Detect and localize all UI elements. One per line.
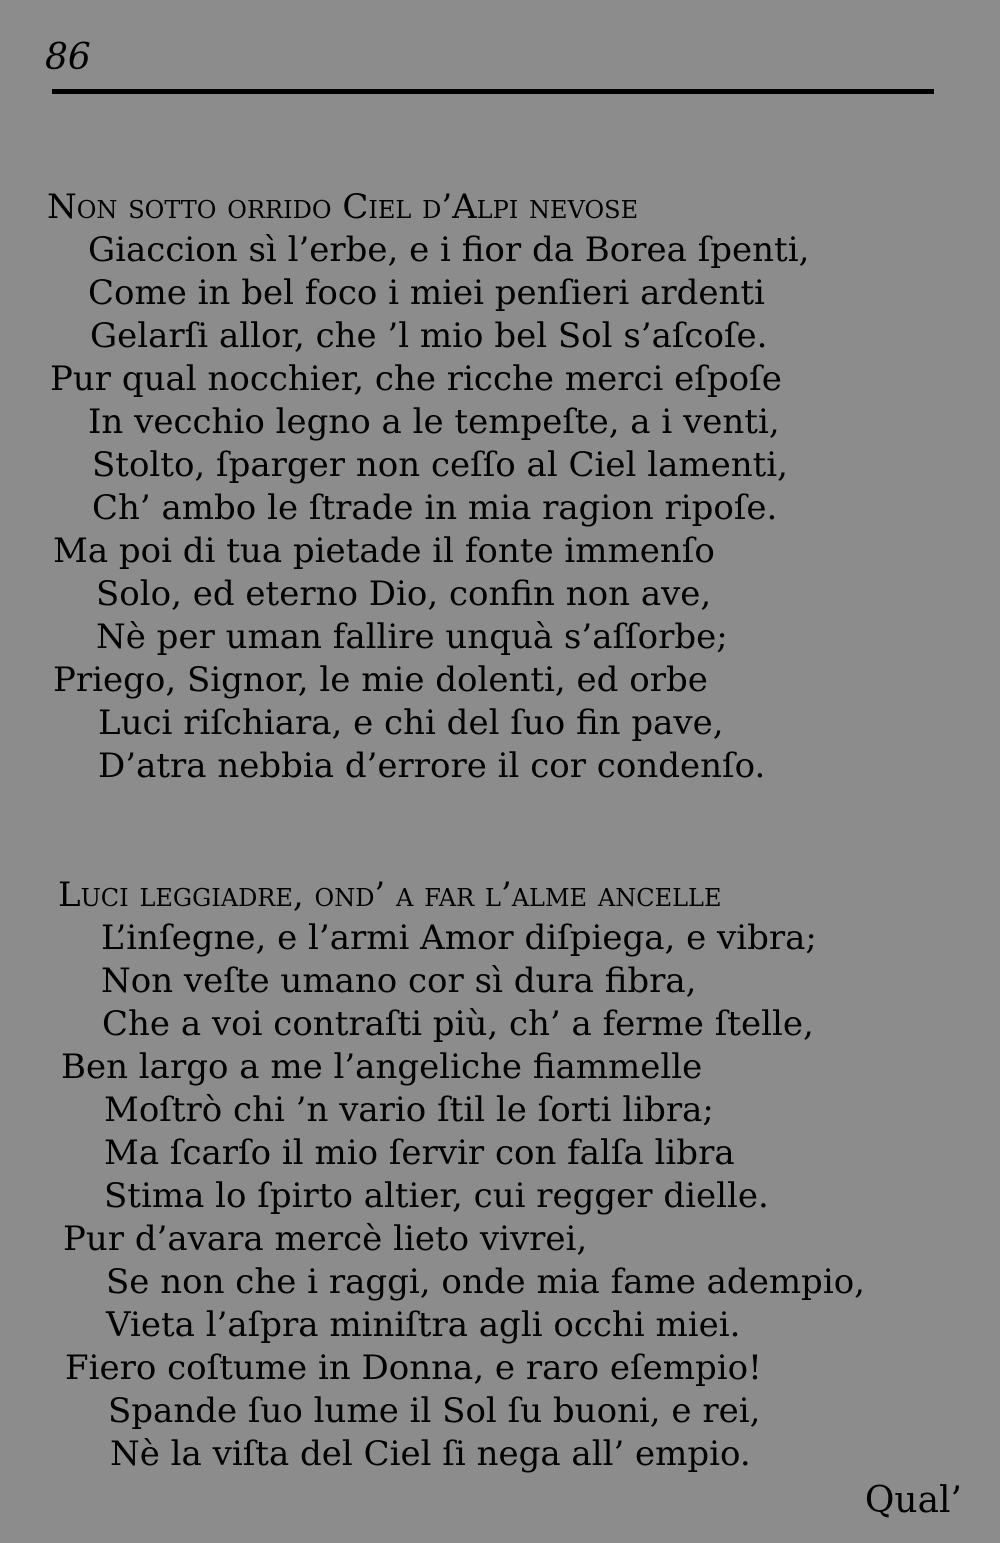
verse-line-text: Ma poi di tua pietade il fonte immenſo [53,531,715,571]
verse-line [53,659,708,702]
verse-line-text: Priego, Signor, le mie dolenti, ed orbe [53,660,708,700]
verse-line [88,229,809,272]
verse-line [63,1218,587,1261]
verse-line [110,1433,751,1476]
verse-line [58,874,722,917]
verse-line [102,1003,814,1046]
verse-line [104,1089,714,1132]
verse-line-text: Moſtrò chi ’n vario ſtil le ſorti libra; [104,1090,714,1130]
verse-line [53,530,715,573]
verse-line-text: Giaccion sì l’erbe, e i fior da Borea ſpenti, [88,230,810,270]
catchword: Qual’ [864,1480,962,1521]
verse-line [65,1347,762,1390]
verse-line-text: Ch’ ambo le ſtrade in mia ragion ripoſe. [92,488,778,528]
verse-line-text: Spande ſuo lume il Sol ſu buoni, e rei, [108,1391,761,1431]
verse-line-text: Stima lo ſpirto altier, cui regger dielle. [104,1176,769,1216]
verse-line-text: Ben largo a me l’angeliche fiammelle [61,1047,703,1087]
verse-line-text: Come in bel foco i miei penſieri ardenti [88,273,765,313]
verse-line-text: Nè per uman fallire unquà s’aſſorbe; [96,617,728,657]
verse-line [104,1175,769,1218]
verse-line-text: Se non che i raggi, onde mia fame adempio, [106,1262,865,1302]
verse-line [108,1390,760,1433]
verse-line-text: Vieta l’aſpra miniſtra agli occhi miei. [106,1305,741,1345]
verse-line-text: Ma ſcarſo il mio ſervir con falſa libra [104,1133,735,1173]
verse-line-text: Stolto, ſparger non ceſſo al Ciel lamenti, [92,445,788,485]
verse-line-text: Luci riſchiara, e chi del ſuo fin pave, [98,703,724,743]
verse-line [106,1261,865,1304]
verse-line-text: Fiero coſtume in Donna, e raro eſempio! [65,1348,762,1388]
verse-line-text: Pur qual nocchier, che ricche merci eſpoſe [50,359,782,399]
verse-line [98,745,765,788]
verse-line [106,1304,740,1347]
verse-line [101,917,817,960]
verse-line-text: Non veſte umano cor sì dura fibra, [101,961,697,1001]
verse-line [96,616,728,659]
verse-line-text: In vecchio legno a le tempeſte, a i venti, [88,402,780,442]
verse-line [61,1046,702,1089]
verse-line-text: Luci leggiadre, ond’ a far l’alme ancelle [58,875,722,915]
verse-line-text: Pur d’avara mercè lieto vivrei, [63,1219,588,1259]
verse-line-text: Non ſotto orrido Ciel d’Alpi nevoſe [47,187,639,227]
verse-line-text: Che a voi contraſti più, ch’ a ferme ſtelle, [102,1004,814,1044]
header-rule [52,89,934,94]
verse-line-text: Nè la viſta del Ciel ſi nega all’ empio. [110,1434,751,1474]
verse-line-text: D’atra nebbia d’errore il cor condenſo. [98,746,766,786]
verse-line [88,272,765,315]
verse-line [50,358,782,401]
verse-line [104,1132,735,1175]
verse-line [47,186,638,229]
verse-line [90,315,767,358]
verse-line-text: Gelarſi allor, che ’l mio bel Sol s’aſcoſe. [90,316,768,356]
verse-line-text: L’inſegne, e l’armi Amor diſpiega, e vibra; [101,918,817,958]
verse-line-text: Solo, ed eterno Dio, confin non ave, [96,574,712,614]
verse-line [98,702,724,745]
verse-line [101,960,696,1003]
verse-line [92,444,788,487]
verse-line [96,573,711,616]
page-number: 86 [45,37,91,78]
verse-line [88,401,780,444]
verse-line [92,487,777,530]
